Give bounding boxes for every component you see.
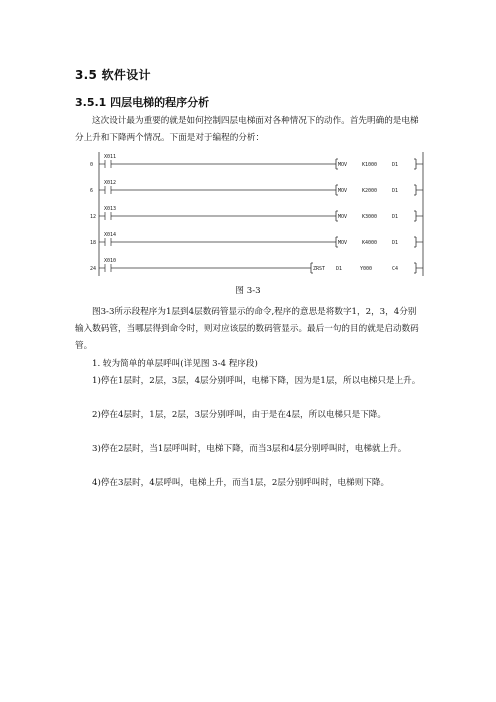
paragraph-heading-single-call: 1. 较为简单的单层呼叫(详见图 3-4 程序段) (92, 359, 258, 369)
instruction-operand: K1000 (362, 162, 378, 168)
instruction-operand: K4000 (362, 240, 378, 246)
paragraph-case-1: 1)停在1层时，2层，3层，4层分别呼叫，电梯下降，因为是1层，所以电梯只是上升。 (92, 376, 421, 386)
rung-step-number: 6 (90, 188, 94, 194)
instruction-operand: K2000 (362, 188, 378, 194)
contact-label: X011 (104, 154, 117, 160)
contact-label: X012 (104, 180, 117, 186)
contact-label: X014 (104, 232, 117, 238)
instruction-op: MOV (338, 188, 348, 194)
intro-paragraph: 这次设计最为重要的就是如何控制四层电梯面对各种情况下的动作。首先明确的是电梯分上升和下降两个情况。下面是对于编程的分析： (75, 116, 419, 143)
contact-label: X013 (104, 206, 117, 212)
instruction-operand: D1 (392, 240, 399, 246)
instruction-operand: D1 (392, 214, 399, 220)
instruction-operand: D1 (392, 188, 399, 194)
subsection-title: 3.5.1 四层电梯的程序分析 (75, 96, 210, 109)
figure-caption: 图 3-3 (235, 286, 261, 296)
rung-step-number: 18 (90, 240, 97, 246)
rung-step-number: 12 (90, 214, 97, 220)
rung-step-number: 0 (90, 162, 94, 168)
ladder-svg (90, 150, 430, 278)
instruction-op: ZRST (313, 266, 326, 272)
instruction-operand: Y000 (360, 266, 373, 272)
instruction-operand: D1 (392, 162, 399, 168)
instruction-op: MOV (338, 240, 348, 246)
contact-label: X010 (104, 258, 117, 264)
paragraph-case-2: 2)停在4层时，1层，2层，3层分别呼叫，由于是在4层，所以电梯只是下降。 (92, 410, 386, 420)
paragraph-case-3: 3)停在2层时，当1层呼叫时，电梯下降，而当3层和4层分别呼叫时，电梯就上升。 (92, 444, 407, 454)
ladder-diagram (90, 150, 430, 278)
instruction-op: MOV (338, 214, 348, 220)
instruction-op: MOV (338, 162, 348, 168)
section-title: 3.5 软件设计 (75, 68, 151, 82)
instruction-operand: D1 (336, 266, 343, 272)
paragraph-description: 图3-3所示段程序为1层到4层数码管显示的命令,程序的意思是将数字1，2，3，4分别输入数码管，当哪层得到命令时，则对应该层的数码管显示。最后一句的目的就是启动数码管。 (75, 307, 419, 351)
instruction-operand: K3000 (362, 214, 378, 220)
paragraph-case-4: 4)停在3层时，4层呼叫，电梯上升，而当1层，2层分别呼叫时，电梯则下降。 (92, 478, 390, 488)
rung-step-number: 24 (90, 266, 97, 272)
instruction-operand: C4 (392, 266, 399, 272)
